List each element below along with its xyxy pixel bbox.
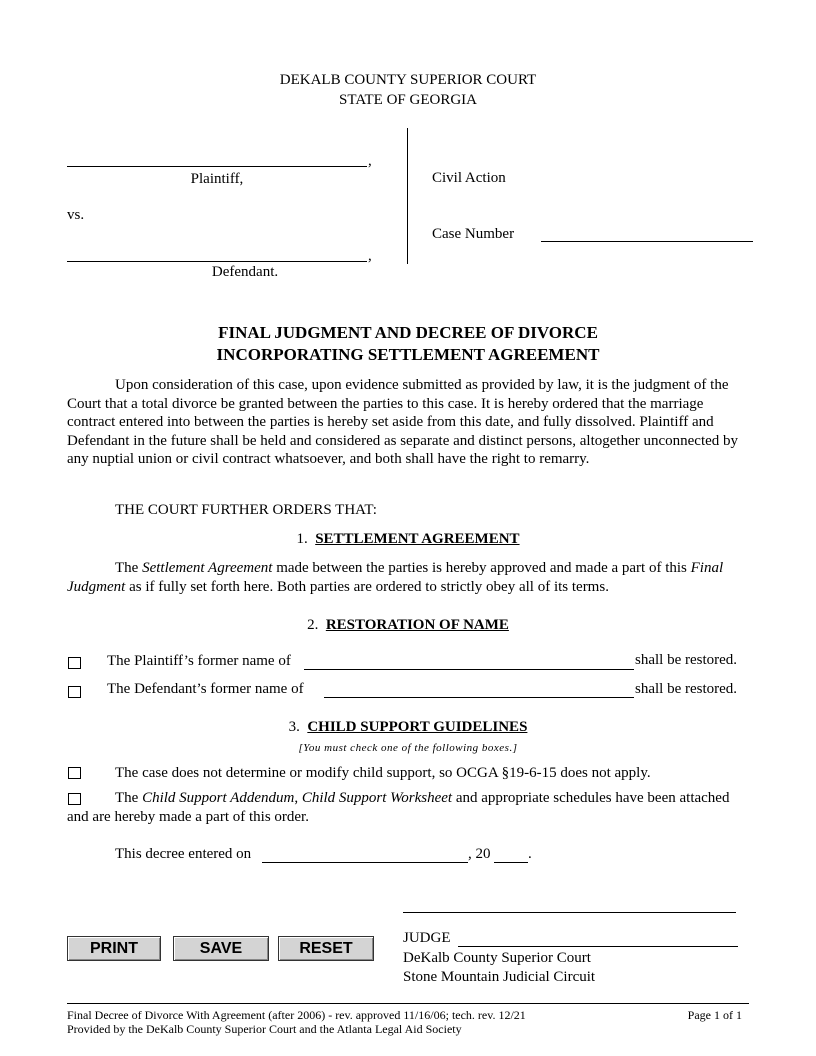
section-3-heading: [0, 719, 816, 736]
state-name: STATE OF GEORGIA: [339, 92, 477, 108]
judge-signature-line[interactable]: [403, 912, 736, 913]
plaintiff-restored-label: shall be restored.: [635, 652, 738, 668]
defendant-label: Defendant.: [211, 264, 279, 280]
document-title-line1: FINAL JUDGMENT AND DECREE OF DIVORCE: [218, 323, 598, 342]
no-child-support-label: The case does not determine or modify child support, so OCGA §19-6-15 does not apply.: [115, 765, 651, 781]
section-1-heading: [0, 531, 816, 548]
footer-page-number: Page 1 of 1: [687, 1008, 742, 1022]
signature-circuit: Stone Mountain Judicial Circuit: [403, 969, 596, 985]
signature-court: DeKalb County Superior Court: [403, 950, 591, 966]
caption-divider: [407, 128, 408, 264]
intro-paragraph: Upon consideration of this case, upon evidence submitted as provided by law, it is the judgment of the Court that a total divorce be granted between the parties to this case. It is hereby ordered that the marriage contract entered into between the parties is hereby set aside from this date, and fully dissolved. Plaintiff and Defendant in the future shall be held and considered as separate and distinct persons, altogether unconnected by any nuptial union or civil contract whatsoever, and both shall have the right to remarry.: [67, 377, 739, 468]
print-button[interactable]: PRINT: [67, 936, 161, 961]
section-2-number: 2.: [307, 617, 319, 633]
document-title-line2: INCORPORATING SETTLEMENT AGREEMENT: [216, 345, 600, 364]
defendant-name-field[interactable]: [67, 261, 367, 262]
plaintiff-comma: ,: [368, 153, 372, 169]
decree-period: .: [528, 846, 532, 862]
footer-form-info: Final Decree of Divorce With Agreement (after 2006) - rev. approved 11/16/06; tech. rev. 12/21: [67, 1008, 526, 1022]
child-support-attached-label: The Child Support Addendum, Child Support Worksheet and appropriate schedules have been attached and are hereby made a part of this order.: [67, 790, 730, 825]
defendant-restored-label: shall be restored.: [635, 681, 738, 697]
decree-date-field[interactable]: [262, 862, 468, 863]
versus-label: vs.: [67, 207, 85, 223]
plaintiff-name-restore-checkbox[interactable]: [68, 657, 81, 669]
defendant-name-restore-checkbox[interactable]: [68, 686, 81, 698]
reset-button[interactable]: RESET: [278, 936, 374, 961]
footer-provided-by: Provided by the DeKalb County Superior Court and the Atlanta Legal Aid Society: [67, 1022, 462, 1036]
decree-year-prefix: , 20: [468, 846, 491, 862]
civil-action-label: Civil Action: [432, 170, 506, 186]
plaintiff-former-name-field[interactable]: [304, 669, 634, 670]
judge-name-field[interactable]: [458, 946, 738, 947]
footer-divider: [67, 1003, 749, 1004]
section-1-title: SETTLEMENT AGREEMENT: [315, 531, 520, 547]
case-number-field[interactable]: [541, 241, 753, 242]
section-2-heading: [0, 617, 816, 634]
defendant-former-name-field[interactable]: [324, 697, 634, 698]
section-2-title: RESTORATION OF NAME: [325, 617, 509, 633]
judge-label: JUDGE: [403, 930, 451, 946]
section-3-note: [You must check one of the following boxes.]: [298, 742, 518, 754]
decree-date-label: This decree entered on: [115, 846, 252, 862]
section-1-paragraph: The Settlement Agreement made between the parties is hereby approved and made a part of this Final Judgment as if fully set forth here. Both parties are ordered to strictly obey all of its terms.: [67, 560, 724, 595]
case-number-label: Case Number: [432, 226, 515, 242]
plaintiff-former-name-label: The Plaintiff’s former name of: [107, 653, 291, 669]
defendant-comma: ,: [368, 248, 372, 264]
no-child-support-checkbox[interactable]: [68, 767, 81, 779]
plaintiff-name-field[interactable]: [67, 166, 367, 167]
section-3-title: CHILD SUPPORT GUIDELINES: [307, 719, 528, 735]
plaintiff-label: Plaintiff,: [190, 171, 244, 187]
court-name: DEKALB COUNTY SUPERIOR COURT: [279, 72, 537, 88]
section-3-number: 3.: [288, 719, 300, 735]
save-button[interactable]: SAVE: [173, 936, 269, 961]
orders-heading: THE COURT FURTHER ORDERS THAT:: [115, 502, 377, 518]
decree-year-field[interactable]: [494, 862, 528, 863]
defendant-former-name-label: The Defendant’s former name of: [107, 681, 304, 697]
section-1-number: 1.: [296, 531, 308, 547]
